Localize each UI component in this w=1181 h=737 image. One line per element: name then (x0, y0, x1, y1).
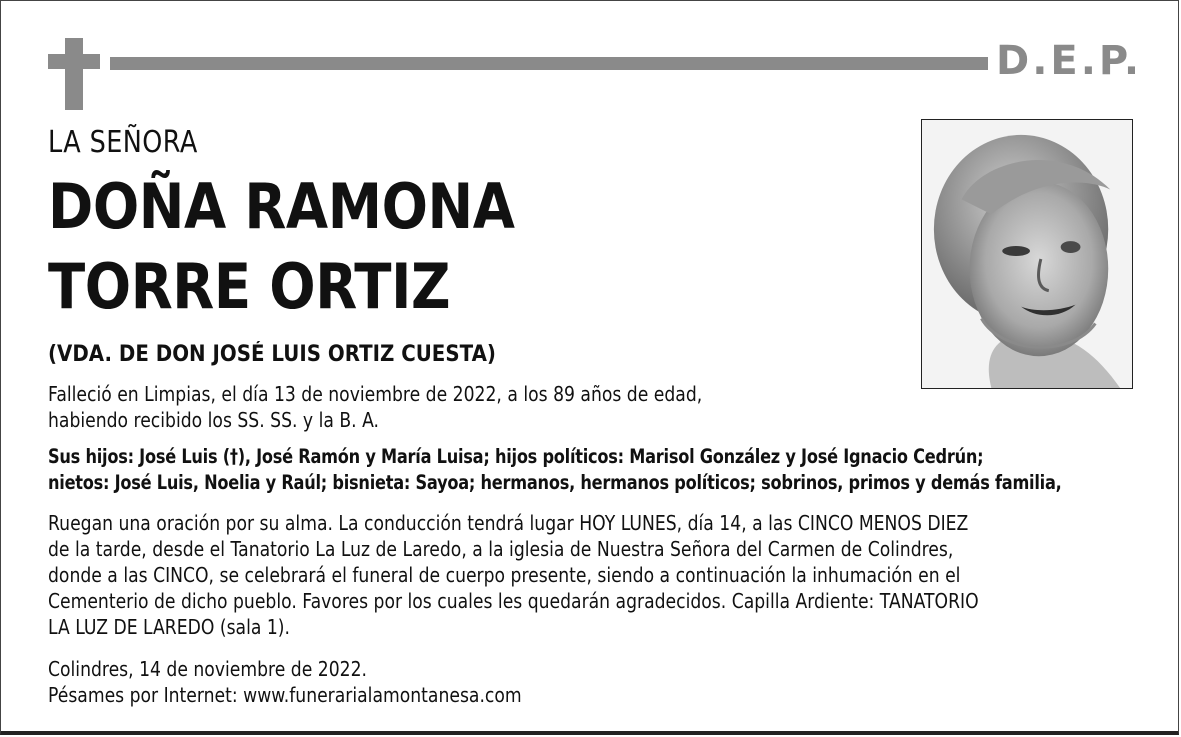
funeral-details-line: Cementerio de dicho pueblo. Favores por los cuales les quedarán agradecidos. Capilla Ardiente: TANATORIO (48, 589, 979, 613)
funeral-details-line: LA LUZ DE LAREDO (sala 1). (48, 615, 290, 639)
header-rule (110, 57, 988, 70)
funeral-details-line: de la tarde, desde el Tanatorio La Luz de Laredo, a la iglesia de Nuestra Señora del Carmen de Colindres, (48, 537, 954, 561)
death-notice-line: Falleció en Limpias, el día 13 de noviembre de 2022, a los 89 años de edad, (48, 382, 703, 406)
funeral-details (48, 510, 979, 640)
funeral-details-line: donde a las CINCO, se celebrará el funeral de cuerpo presente, siendo a continuación la inhumación en el (48, 563, 961, 587)
place-date-footer (48, 656, 522, 708)
deceased-name-line1: DOÑA RAMONA (48, 170, 515, 243)
funeral-details-line: Ruegan una oración por su alma. La conducción tendrá lugar HOY LUNES, día 14, a las CINCO MENOS DIEZ (48, 511, 969, 535)
deceased-name-line2: TORRE ORTIZ (48, 250, 451, 323)
family-line: Sus hijos: José Luis (†), José Ramón y María Luisa; hijos políticos: Marisol González y José Ignacio Cedrún; (48, 445, 984, 468)
family-list (48, 444, 1062, 496)
death-notice (48, 381, 702, 433)
honorific-title: LA SEÑORA (48, 125, 198, 160)
cross-icon (48, 38, 100, 110)
death-notice-line: habiendo recibido los SS. SS. y la B. A. (48, 408, 380, 432)
dep-label: D.E.P. (996, 38, 1143, 84)
place-date-line: Colindres, 14 de noviembre de 2022. (48, 657, 367, 681)
widow-of-line: (VDA. DE DON JOSÉ LUIS ORTIZ CUESTA) (48, 342, 496, 367)
family-line: nietos: José Luis, Noelia y Raúl; bisnieta: Sayoa; hermanos, hermanos políticos; sobrinos, primos y demás familia, (48, 471, 1062, 494)
portrait-photo (921, 119, 1133, 389)
condolence-website-line: Pésames por Internet: www.funerarialamontanesa.com (48, 683, 522, 707)
